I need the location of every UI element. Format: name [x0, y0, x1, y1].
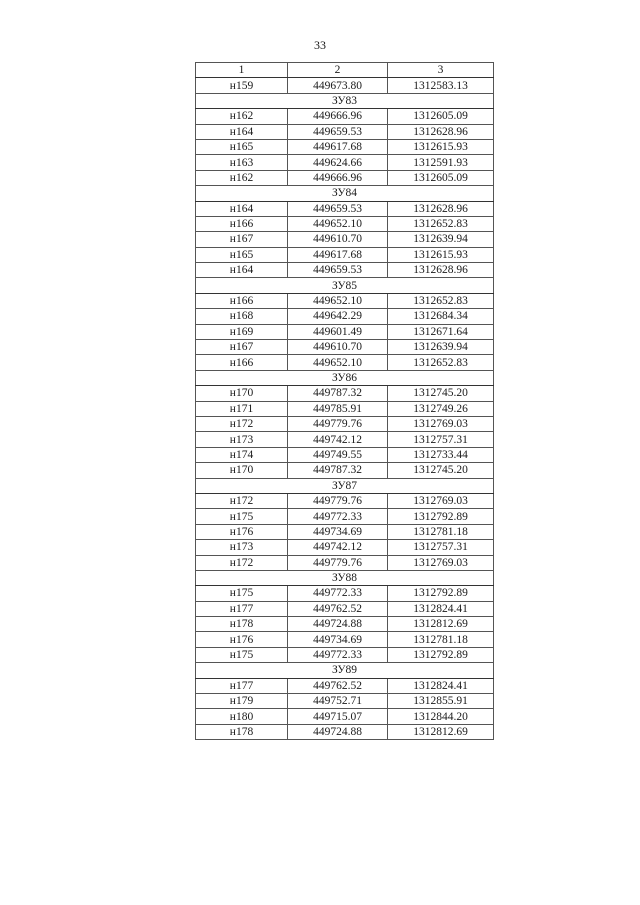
table-row	[196, 632, 494, 647]
point-id-cell: н172	[196, 416, 288, 431]
y-coordinate-cell: 1312591.93	[388, 155, 494, 170]
x-coordinate-cell: 449642.29	[288, 309, 388, 324]
point-id-cell: н177	[196, 678, 288, 693]
x-coordinate-cell: 449659.53	[288, 201, 388, 216]
table-row	[196, 540, 494, 555]
y-coordinate-cell: 1312671.64	[388, 324, 494, 339]
table-row	[196, 401, 494, 416]
point-id-cell: н172	[196, 493, 288, 508]
x-coordinate-cell: 449666.96	[288, 109, 388, 124]
point-id-cell: н170	[196, 463, 288, 478]
x-coordinate-cell: 449659.53	[288, 124, 388, 139]
point-id-cell: н169	[196, 324, 288, 339]
x-coordinate-cell: 449610.70	[288, 340, 388, 355]
y-coordinate-cell: 1312628.96	[388, 263, 494, 278]
table-row	[196, 678, 494, 693]
point-id-cell: н173	[196, 540, 288, 555]
table-row	[196, 386, 494, 401]
point-id-cell: н164	[196, 201, 288, 216]
y-coordinate-cell: 1312684.34	[388, 309, 494, 324]
point-id-cell: н166	[196, 293, 288, 308]
y-coordinate-cell: 1312639.94	[388, 232, 494, 247]
table-row	[196, 293, 494, 308]
x-coordinate-cell: 449749.55	[288, 447, 388, 462]
x-coordinate-cell: 449666.96	[288, 170, 388, 185]
table-row	[196, 340, 494, 355]
x-coordinate-cell: 449652.10	[288, 355, 388, 370]
table-row	[196, 309, 494, 324]
x-coordinate-cell: 449787.32	[288, 386, 388, 401]
y-coordinate-cell: 1312628.96	[388, 201, 494, 216]
table-row	[196, 247, 494, 262]
x-coordinate-cell: 449779.76	[288, 493, 388, 508]
point-id-cell: н180	[196, 709, 288, 724]
table-row	[196, 447, 494, 462]
point-id-cell: н175	[196, 509, 288, 524]
x-coordinate-cell: 449785.91	[288, 401, 388, 416]
coordinates-table	[195, 62, 494, 740]
x-coordinate-cell: 449617.68	[288, 247, 388, 262]
x-coordinate-cell: 449779.76	[288, 416, 388, 431]
table-row	[196, 139, 494, 154]
table-row	[196, 201, 494, 216]
x-coordinate-cell: 449652.10	[288, 216, 388, 231]
x-coordinate-cell: 449673.80	[288, 78, 388, 93]
y-coordinate-cell: 1312652.83	[388, 293, 494, 308]
column-header-x: 2	[288, 63, 388, 78]
x-coordinate-cell: 449624.66	[288, 155, 388, 170]
y-coordinate-cell: 1312605.09	[388, 170, 494, 185]
y-coordinate-cell: 1312652.83	[388, 355, 494, 370]
point-id-cell: н176	[196, 632, 288, 647]
y-coordinate-cell: 1312583.13	[388, 78, 494, 93]
y-coordinate-cell: 1312733.44	[388, 447, 494, 462]
table-row	[196, 524, 494, 539]
x-coordinate-cell: 449787.32	[288, 463, 388, 478]
table-row	[196, 463, 494, 478]
table-row	[196, 709, 494, 724]
y-coordinate-cell: 1312792.89	[388, 509, 494, 524]
y-coordinate-cell: 1312652.83	[388, 216, 494, 231]
point-id-cell: н164	[196, 124, 288, 139]
table-row	[196, 724, 494, 739]
y-coordinate-cell: 1312745.20	[388, 386, 494, 401]
section-label: ЗУ88	[196, 570, 494, 585]
table-row	[196, 170, 494, 185]
point-id-cell: н162	[196, 170, 288, 185]
y-coordinate-cell: 1312792.89	[388, 586, 494, 601]
table-row	[196, 509, 494, 524]
section-label: ЗУ86	[196, 370, 494, 385]
table-row	[196, 647, 494, 662]
y-coordinate-cell: 1312769.03	[388, 555, 494, 570]
point-id-cell: н171	[196, 401, 288, 416]
x-coordinate-cell: 449772.33	[288, 586, 388, 601]
y-coordinate-cell: 1312844.20	[388, 709, 494, 724]
point-id-cell: н167	[196, 340, 288, 355]
section-header-row	[196, 570, 494, 585]
section-label: ЗУ84	[196, 186, 494, 201]
table-header-row	[196, 63, 494, 78]
y-coordinate-cell: 1312757.31	[388, 432, 494, 447]
y-coordinate-cell: 1312824.41	[388, 601, 494, 616]
y-coordinate-cell: 1312749.26	[388, 401, 494, 416]
point-id-cell: н165	[196, 139, 288, 154]
section-header-row	[196, 370, 494, 385]
section-label: ЗУ87	[196, 478, 494, 493]
y-coordinate-cell: 1312812.69	[388, 724, 494, 739]
table-row	[196, 216, 494, 231]
point-id-cell: н164	[196, 263, 288, 278]
section-header-row	[196, 93, 494, 108]
table-row	[196, 694, 494, 709]
table-body	[196, 78, 494, 740]
y-coordinate-cell: 1312628.96	[388, 124, 494, 139]
section-header-row	[196, 478, 494, 493]
x-coordinate-cell: 449724.88	[288, 617, 388, 632]
section-header-row	[196, 278, 494, 293]
x-coordinate-cell: 449779.76	[288, 555, 388, 570]
y-coordinate-cell: 1312781.18	[388, 632, 494, 647]
x-coordinate-cell: 449601.49	[288, 324, 388, 339]
point-id-cell: н170	[196, 386, 288, 401]
point-id-cell: н162	[196, 109, 288, 124]
point-id-cell: н167	[196, 232, 288, 247]
y-coordinate-cell: 1312769.03	[388, 416, 494, 431]
y-coordinate-cell: 1312745.20	[388, 463, 494, 478]
x-coordinate-cell: 449742.12	[288, 432, 388, 447]
point-id-cell: н163	[196, 155, 288, 170]
section-label: ЗУ85	[196, 278, 494, 293]
point-id-cell: н159	[196, 78, 288, 93]
point-id-cell: н173	[196, 432, 288, 447]
y-coordinate-cell: 1312615.93	[388, 139, 494, 154]
table-row	[196, 601, 494, 616]
point-id-cell: н166	[196, 216, 288, 231]
point-id-cell: н178	[196, 617, 288, 632]
x-coordinate-cell: 449734.69	[288, 632, 388, 647]
y-coordinate-cell: 1312769.03	[388, 493, 494, 508]
section-label: ЗУ83	[196, 93, 494, 108]
section-header-row	[196, 186, 494, 201]
table-row	[196, 355, 494, 370]
x-coordinate-cell: 449617.68	[288, 139, 388, 154]
x-coordinate-cell: 449659.53	[288, 263, 388, 278]
point-id-cell: н177	[196, 601, 288, 616]
y-coordinate-cell: 1312855.91	[388, 694, 494, 709]
table-row	[196, 232, 494, 247]
table-row	[196, 155, 494, 170]
point-id-cell: н168	[196, 309, 288, 324]
section-label: ЗУ89	[196, 663, 494, 678]
y-coordinate-cell: 1312781.18	[388, 524, 494, 539]
table-row	[196, 263, 494, 278]
y-coordinate-cell: 1312812.69	[388, 617, 494, 632]
point-id-cell: н179	[196, 694, 288, 709]
point-id-cell: н165	[196, 247, 288, 262]
y-coordinate-cell: 1312792.89	[388, 647, 494, 662]
x-coordinate-cell: 449742.12	[288, 540, 388, 555]
x-coordinate-cell: 449772.33	[288, 509, 388, 524]
table-row	[196, 493, 494, 508]
y-coordinate-cell: 1312605.09	[388, 109, 494, 124]
column-header-y: 3	[388, 63, 494, 78]
point-id-cell: н176	[196, 524, 288, 539]
point-id-cell: н174	[196, 447, 288, 462]
x-coordinate-cell: 449652.10	[288, 293, 388, 308]
table-row	[196, 586, 494, 601]
x-coordinate-cell: 449610.70	[288, 232, 388, 247]
y-coordinate-cell: 1312757.31	[388, 540, 494, 555]
page-number: 33	[314, 38, 326, 52]
x-coordinate-cell: 449762.52	[288, 678, 388, 693]
x-coordinate-cell: 449762.52	[288, 601, 388, 616]
table-row	[196, 78, 494, 93]
x-coordinate-cell: 449715.07	[288, 709, 388, 724]
column-header-point: 1	[196, 63, 288, 78]
x-coordinate-cell: 449734.69	[288, 524, 388, 539]
table-row	[196, 617, 494, 632]
y-coordinate-cell: 1312639.94	[388, 340, 494, 355]
point-id-cell: н166	[196, 355, 288, 370]
table-row	[196, 324, 494, 339]
y-coordinate-cell: 1312615.93	[388, 247, 494, 262]
table-row	[196, 124, 494, 139]
section-header-row	[196, 663, 494, 678]
table-row	[196, 432, 494, 447]
point-id-cell: н175	[196, 647, 288, 662]
x-coordinate-cell: 449752.71	[288, 694, 388, 709]
point-id-cell: н175	[196, 586, 288, 601]
table-row	[196, 416, 494, 431]
point-id-cell: н172	[196, 555, 288, 570]
point-id-cell: н178	[196, 724, 288, 739]
x-coordinate-cell: 449724.88	[288, 724, 388, 739]
table-row	[196, 555, 494, 570]
y-coordinate-cell: 1312824.41	[388, 678, 494, 693]
table-row	[196, 109, 494, 124]
x-coordinate-cell: 449772.33	[288, 647, 388, 662]
